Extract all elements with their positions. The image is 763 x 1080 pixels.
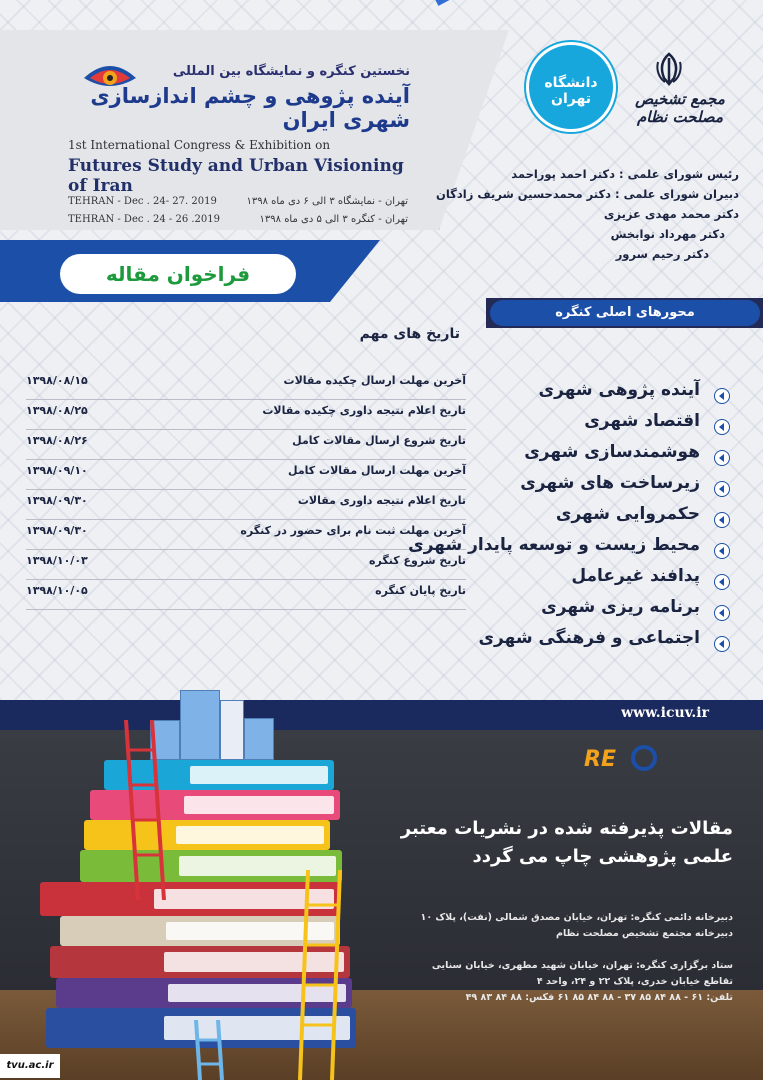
address-line: تلفن: ۶۱ - ۸۸ ۸۴ ۸۵ ۳۷ - ۸۸ ۸۴ ۸۵ ۶۱ فکس: ۸۸ ۸۴ ۸۳ ۴۹ [465, 992, 733, 1003]
university-seal-icon [526, 42, 616, 132]
date-fa: تهران - نمایشگاه ۳ الی ۶ دی ماه ۱۳۹۸ [246, 196, 408, 207]
date-value: ۱۳۹۸/۰۸/۲۶ [26, 434, 88, 447]
arrow-left-icon [714, 481, 730, 497]
blue-ladder-icon [190, 1020, 230, 1080]
topic-item [330, 504, 730, 535]
date-label: تاریخ اعلام نتیجه داوری مقالات [297, 494, 466, 507]
date-label: آخرین مهلت ارسال چکیده مقالات [283, 374, 466, 387]
topic-item [330, 411, 730, 442]
council-name: مجمع تشخیص مصلحت نظام [635, 90, 725, 126]
committee-line: رئیس شورای علمی : دکتر احمد پوراحمد [511, 167, 739, 181]
arrow-left-icon [714, 574, 730, 590]
topic-label: هوشمندسازی شهری [524, 442, 700, 462]
book-shape [40, 882, 340, 916]
committee-line: دکتر مهرداد نوابخش [610, 227, 725, 241]
date-label: تاریخ شروع ارسال مقالات کامل [292, 434, 466, 447]
arrow-left-icon [714, 543, 730, 559]
topic-label: زیرساخت های شهری [520, 473, 700, 493]
topic-item [330, 628, 730, 659]
books-illustration [40, 690, 370, 1080]
scientific-committee [409, 164, 739, 264]
topic-item [330, 597, 730, 628]
topic-label: اقتصاد شهری [584, 411, 700, 431]
congress-title-main: آینده پژوهی و چشم اندازسازی شهری ایران [90, 84, 410, 132]
date-en: TEHRAN - Dec . 24 - 26 .2019 [68, 214, 220, 225]
exhibition-date-row [68, 196, 408, 212]
congress-title-en-main: Futures Study and Urban Visioning of Iran [68, 156, 404, 196]
website-link[interactable]: www.icuv.ir [621, 705, 709, 721]
date-value: ۱۳۹۸/۰۹/۳۰ [26, 524, 88, 537]
yellow-ladder-icon [298, 870, 358, 1080]
call-for-papers-badge: فراخوان مقاله [60, 254, 296, 294]
address-line: دبیرخانه دائمی کنگره: تهران، خیابان مصدق شمالی (نفت)، پلاک ۱۰ [420, 912, 733, 923]
date-value: ۱۳۹۸/۱۰/۰۳ [26, 554, 88, 567]
topic-item [330, 442, 730, 473]
congress-title-small: نخستین کنگره و نمایشگاه بین المللی [172, 64, 410, 79]
building-shape [220, 700, 244, 760]
arrow-left-icon [714, 512, 730, 528]
arrow-left-icon [714, 605, 730, 621]
date-value: ۱۳۹۸/۰۸/۲۵ [26, 404, 88, 417]
date-label: آخرین مهلت ثبت نام برای حضور در کنگره [240, 524, 466, 537]
important-dates-title: تاریخ های مهم [359, 326, 460, 342]
arrow-left-icon [714, 636, 730, 652]
committee-line: دبیران شورای علمی : دکتر محمدحسین شریف زادگان [436, 187, 739, 201]
date-value: ۱۳۹۸/۰۸/۱۵ [26, 374, 88, 387]
congress-title-en-small: 1st International Congress & Exhibition on [68, 138, 331, 152]
committee-line: دکتر رحیم سرور [615, 247, 709, 261]
date-value: ۱۳۹۸/۰۹/۱۰ [26, 464, 88, 477]
publication-line: مقالات پذیرفته شده در نشریات معتبر [400, 818, 733, 839]
topic-item [330, 535, 730, 566]
topic-label: محیط زیست و توسعه پایدار شهری [408, 535, 700, 555]
topic-label: برنامه ریزی شهری [541, 597, 700, 617]
topic-item [330, 473, 730, 504]
date-fa: تهران - کنگره ۳ الی ۵ دی ماه ۱۳۹۸ [259, 214, 408, 225]
topic-item [330, 380, 730, 411]
address-line: ستاد برگزاری کنگره: تهران، خیابان شهید مطهری، خیابان سنایی [431, 960, 733, 971]
topic-item [330, 566, 730, 597]
arrow-left-icon [714, 388, 730, 404]
address-line: تقاطع خیابان خدری، پلاک ۲۲ و ۲۴، واحد ۴ [536, 976, 733, 987]
footer-brand[interactable]: tvu.ac.ir [0, 1054, 60, 1078]
date-value: ۱۳۹۸/۱۰/۰۵ [26, 584, 88, 597]
building-shape [180, 690, 220, 760]
date-label: تاریخ پایان کنگره [375, 584, 466, 597]
date-en: TEHRAN - Dec . 24- 27. 2019 [68, 196, 217, 207]
topic-label: اجتماعی و فرهنگی شهری [478, 628, 700, 648]
rec-logo-icon [582, 742, 662, 776]
topic-label: آینده پژوهی شهری [538, 380, 700, 400]
arrow-left-icon [714, 450, 730, 466]
address-line: دبیرخانه مجتمع تشخیص مصلحت نظام [556, 928, 733, 939]
svg-text:RE: RE [584, 747, 616, 772]
congress-date-row [68, 214, 408, 230]
committee-line: دکتر محمد مهدی عزیزی [603, 207, 739, 221]
date-label: تاریخ اعلام نتیجه داوری چکیده مقالات [262, 404, 466, 417]
main-axes-title: محورهای اصلی کنگره [490, 300, 760, 326]
topic-label: پدافند غیرعامل [571, 566, 700, 586]
congress-topics [330, 380, 730, 659]
topic-label: حکمروایی شهری [555, 504, 700, 524]
date-label: آخرین مهلت ارسال مقالات کامل [288, 464, 466, 477]
publication-line: علمی پژوهشی چاپ می گردد [472, 846, 733, 867]
building-shape [244, 718, 274, 760]
date-label: تاریخ شروع کنگره [369, 554, 466, 567]
university-seal-text: دانشگاه تهران [544, 75, 598, 107]
iran-emblem-icon [652, 52, 686, 86]
date-value: ۱۳۹۸/۰۹/۳۰ [26, 494, 88, 507]
red-ladder-icon [120, 720, 170, 900]
arrow-left-icon [714, 419, 730, 435]
